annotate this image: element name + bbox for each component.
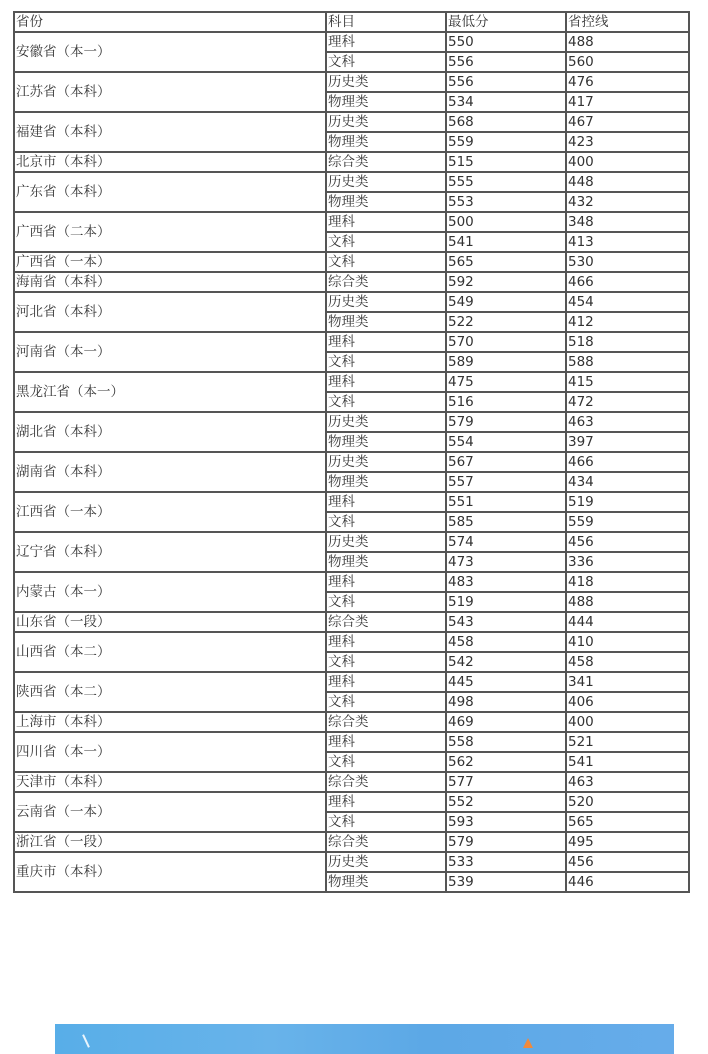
control-line-cell: 458: [566, 652, 689, 672]
province-cell: 山东省（一段）: [14, 612, 326, 632]
min-score-cell: 445: [446, 672, 566, 692]
min-score-cell: 458: [446, 632, 566, 652]
subject-cell: 历史类: [326, 172, 446, 192]
table-row: [14, 492, 689, 512]
province-cell: 海南省（本科）: [14, 272, 326, 292]
header-province: 省份: [14, 12, 326, 32]
subject-cell: 综合类: [326, 832, 446, 852]
min-score-cell: 543: [446, 612, 566, 632]
province-cell: 山西省（本二）: [14, 632, 326, 672]
table-row: [14, 152, 689, 172]
subject-cell: 历史类: [326, 72, 446, 92]
province-cell: 天津市（本科）: [14, 772, 326, 792]
subject-cell: 文科: [326, 232, 446, 252]
min-score-cell: 559: [446, 132, 566, 152]
banner-image: [55, 1024, 674, 1054]
control-line-cell: 466: [566, 272, 689, 292]
table-row: [14, 632, 689, 652]
min-score-cell: 579: [446, 832, 566, 852]
province-cell: 广西省（二本）: [14, 212, 326, 252]
control-line-cell: 560: [566, 52, 689, 72]
province-cell: 北京市（本科）: [14, 152, 326, 172]
subject-cell: 历史类: [326, 112, 446, 132]
province-cell: 内蒙古（本一）: [14, 572, 326, 612]
control-line-cell: 476: [566, 72, 689, 92]
province-cell: 广东省（本科）: [14, 172, 326, 212]
control-line-cell: 565: [566, 812, 689, 832]
table-row: [14, 612, 689, 632]
subject-cell: 文科: [326, 692, 446, 712]
table-row: [14, 212, 689, 232]
subject-cell: 综合类: [326, 612, 446, 632]
province-cell: 辽宁省（本科）: [14, 532, 326, 572]
min-score-cell: 534: [446, 92, 566, 112]
min-score-cell: 542: [446, 652, 566, 672]
province-cell: 云南省（一本）: [14, 792, 326, 832]
min-score-cell: 562: [446, 752, 566, 772]
min-score-cell: 585: [446, 512, 566, 532]
subject-cell: 物理类: [326, 552, 446, 572]
min-score-cell: 483: [446, 572, 566, 592]
control-line-cell: 423: [566, 132, 689, 152]
table-row: [14, 332, 689, 352]
subject-cell: 理科: [326, 492, 446, 512]
min-score-cell: 515: [446, 152, 566, 172]
subject-cell: 理科: [326, 632, 446, 652]
min-score-cell: 579: [446, 412, 566, 432]
min-score-cell: 522: [446, 312, 566, 332]
subject-cell: 文科: [326, 592, 446, 612]
min-score-cell: 556: [446, 72, 566, 92]
min-score-cell: 550: [446, 32, 566, 52]
header-min-score: 最低分: [446, 12, 566, 32]
table-row: [14, 412, 689, 432]
subject-cell: 物理类: [326, 92, 446, 112]
subject-cell: 文科: [326, 52, 446, 72]
decorative-flag-icon: [523, 1038, 533, 1048]
control-line-cell: 410: [566, 632, 689, 652]
province-cell: 陕西省（本二）: [14, 672, 326, 712]
decorative-streak: [82, 1034, 90, 1048]
table-row: [14, 292, 689, 312]
control-line-cell: 406: [566, 692, 689, 712]
min-score-cell: 552: [446, 792, 566, 812]
province-cell: 浙江省（一段）: [14, 832, 326, 852]
subject-cell: 综合类: [326, 272, 446, 292]
control-line-cell: 488: [566, 32, 689, 52]
control-line-cell: 336: [566, 552, 689, 572]
control-line-cell: 448: [566, 172, 689, 192]
province-cell: 安徽省（本一）: [14, 32, 326, 72]
control-line-cell: 400: [566, 152, 689, 172]
table-row: [14, 32, 689, 52]
min-score-cell: 539: [446, 872, 566, 892]
subject-cell: 物理类: [326, 312, 446, 332]
subject-cell: 理科: [326, 32, 446, 52]
min-score-cell: 555: [446, 172, 566, 192]
subject-cell: 理科: [326, 372, 446, 392]
min-score-cell: 533: [446, 852, 566, 872]
min-score-cell: 541: [446, 232, 566, 252]
control-line-cell: 466: [566, 452, 689, 472]
subject-cell: 物理类: [326, 472, 446, 492]
subject-cell: 文科: [326, 252, 446, 272]
control-line-cell: 530: [566, 252, 689, 272]
table-row: [14, 172, 689, 192]
min-score-cell: 475: [446, 372, 566, 392]
subject-cell: 理科: [326, 792, 446, 812]
control-line-cell: 488: [566, 592, 689, 612]
min-score-cell: 558: [446, 732, 566, 752]
control-line-cell: 463: [566, 412, 689, 432]
table-row: [14, 252, 689, 272]
min-score-cell: 556: [446, 52, 566, 72]
table-row: [14, 72, 689, 92]
control-line-cell: 456: [566, 852, 689, 872]
subject-cell: 综合类: [326, 772, 446, 792]
min-score-cell: 568: [446, 112, 566, 132]
min-score-cell: 553: [446, 192, 566, 212]
subject-cell: 文科: [326, 752, 446, 772]
subject-cell: 综合类: [326, 712, 446, 732]
province-cell: 湖北省（本科）: [14, 412, 326, 452]
min-score-cell: 570: [446, 332, 566, 352]
control-line-cell: 417: [566, 92, 689, 112]
control-line-cell: 559: [566, 512, 689, 532]
subject-cell: 理科: [326, 332, 446, 352]
subject-cell: 历史类: [326, 852, 446, 872]
subject-cell: 物理类: [326, 872, 446, 892]
control-line-cell: 348: [566, 212, 689, 232]
province-cell: 江苏省（本科）: [14, 72, 326, 112]
province-cell: 福建省（本科）: [14, 112, 326, 152]
control-line-cell: 415: [566, 372, 689, 392]
control-line-cell: 400: [566, 712, 689, 732]
table-row: [14, 112, 689, 132]
subject-cell: 文科: [326, 352, 446, 372]
province-cell: 广西省（一本）: [14, 252, 326, 272]
table-row: [14, 792, 689, 812]
table-row: [14, 732, 689, 752]
subject-cell: 物理类: [326, 432, 446, 452]
subject-cell: 物理类: [326, 192, 446, 212]
admission-scores-table: [13, 11, 690, 893]
header-subject: 科目: [326, 12, 446, 32]
subject-cell: 物理类: [326, 132, 446, 152]
min-score-cell: 549: [446, 292, 566, 312]
subject-cell: 历史类: [326, 412, 446, 432]
subject-cell: 综合类: [326, 152, 446, 172]
control-line-cell: 444: [566, 612, 689, 632]
control-line-cell: 467: [566, 112, 689, 132]
min-score-cell: 565: [446, 252, 566, 272]
control-line-cell: 518: [566, 332, 689, 352]
subject-cell: 文科: [326, 812, 446, 832]
table-row: [14, 672, 689, 692]
control-line-cell: 456: [566, 532, 689, 552]
min-score-cell: 498: [446, 692, 566, 712]
subject-cell: 理科: [326, 732, 446, 752]
control-line-cell: 472: [566, 392, 689, 412]
subject-cell: 理科: [326, 572, 446, 592]
control-line-cell: 588: [566, 352, 689, 372]
table-row: [14, 372, 689, 392]
table-row: [14, 852, 689, 872]
table-row: [14, 532, 689, 552]
min-score-cell: 577: [446, 772, 566, 792]
min-score-cell: 516: [446, 392, 566, 412]
province-cell: 河北省（本科）: [14, 292, 326, 332]
control-line-cell: 397: [566, 432, 689, 452]
control-line-cell: 434: [566, 472, 689, 492]
subject-cell: 理科: [326, 672, 446, 692]
control-line-cell: 520: [566, 792, 689, 812]
subject-cell: 历史类: [326, 452, 446, 472]
min-score-cell: 551: [446, 492, 566, 512]
control-line-cell: 521: [566, 732, 689, 752]
min-score-cell: 557: [446, 472, 566, 492]
province-cell: 湖南省（本科）: [14, 452, 326, 492]
province-cell: 河南省（本一）: [14, 332, 326, 372]
province-cell: 四川省（本一）: [14, 732, 326, 772]
province-cell: 重庆市（本科）: [14, 852, 326, 892]
min-score-cell: 469: [446, 712, 566, 732]
min-score-cell: 519: [446, 592, 566, 612]
table-row: [14, 712, 689, 732]
control-line-cell: 519: [566, 492, 689, 512]
province-cell: 黑龙江省（本一）: [14, 372, 326, 412]
min-score-cell: 574: [446, 532, 566, 552]
min-score-cell: 589: [446, 352, 566, 372]
province-cell: 上海市（本科）: [14, 712, 326, 732]
subject-cell: 文科: [326, 652, 446, 672]
subject-cell: 历史类: [326, 532, 446, 552]
control-line-cell: 463: [566, 772, 689, 792]
min-score-cell: 554: [446, 432, 566, 452]
table-row: [14, 832, 689, 852]
subject-cell: 文科: [326, 392, 446, 412]
table-row: [14, 772, 689, 792]
control-line-cell: 495: [566, 832, 689, 852]
table-row: [14, 572, 689, 592]
table-row: [14, 272, 689, 292]
control-line-cell: 341: [566, 672, 689, 692]
min-score-cell: 500: [446, 212, 566, 232]
header-control-line: 省控线: [566, 12, 689, 32]
min-score-cell: 567: [446, 452, 566, 472]
min-score-cell: 593: [446, 812, 566, 832]
control-line-cell: 432: [566, 192, 689, 212]
province-cell: 江西省（一本）: [14, 492, 326, 532]
min-score-cell: 473: [446, 552, 566, 572]
table-row: [14, 452, 689, 472]
table-header-row: [14, 12, 689, 32]
subject-cell: 理科: [326, 212, 446, 232]
min-score-cell: 592: [446, 272, 566, 292]
control-line-cell: 541: [566, 752, 689, 772]
subject-cell: 历史类: [326, 292, 446, 312]
control-line-cell: 446: [566, 872, 689, 892]
control-line-cell: 412: [566, 312, 689, 332]
subject-cell: 文科: [326, 512, 446, 532]
control-line-cell: 413: [566, 232, 689, 252]
control-line-cell: 454: [566, 292, 689, 312]
control-line-cell: 418: [566, 572, 689, 592]
